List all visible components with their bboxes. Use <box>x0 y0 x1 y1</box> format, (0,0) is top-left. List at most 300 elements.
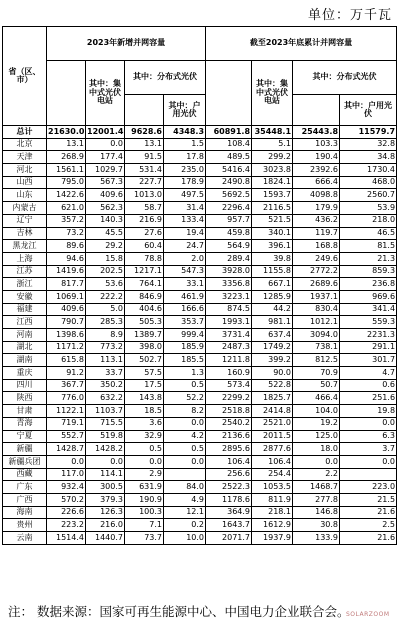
value-cell: 790.7 <box>47 316 86 329</box>
value-cell: 13.1 <box>125 138 164 151</box>
value-cell: 58.7 <box>125 202 164 215</box>
value-cell: 146.8 <box>293 506 340 519</box>
value-cell: 573.4 <box>206 379 252 392</box>
value-cell: 0.0 <box>340 417 397 430</box>
value-cell: 2522.3 <box>206 481 252 494</box>
table-row <box>3 532 397 545</box>
province-cell: 湖北 <box>3 341 47 354</box>
header-province: 省（区、市） <box>3 27 47 126</box>
value-cell: 9628.6 <box>125 126 164 139</box>
table-row <box>3 430 397 443</box>
value-cell: 357.2 <box>47 214 86 227</box>
value-cell: 1749.2 <box>252 341 293 354</box>
value-cell: 999.4 <box>164 329 206 342</box>
value-cell: 216.0 <box>86 519 125 532</box>
value-cell: 1103.7 <box>86 405 125 418</box>
table-row <box>3 151 397 164</box>
value-cell: 11579.7 <box>340 126 397 139</box>
value-cell: 773.2 <box>86 341 125 354</box>
table-row <box>3 252 397 265</box>
value-cell: 1178.6 <box>206 493 252 506</box>
value-cell: 350.2 <box>86 379 125 392</box>
table-row <box>3 265 397 278</box>
value-cell: 19.2 <box>293 417 340 430</box>
value-cell: 615.8 <box>47 354 86 367</box>
value-cell: 44.2 <box>252 303 293 316</box>
value-cell: 4348.3 <box>164 126 206 139</box>
value-cell: 738.1 <box>293 341 340 354</box>
value-cell: 106.4 <box>206 455 252 468</box>
value-cell: 2.5 <box>340 519 397 532</box>
value-cell: 1514.4 <box>47 532 86 545</box>
value-cell: 117.0 <box>47 468 86 481</box>
value-cell: 817.7 <box>47 278 86 291</box>
table-row <box>3 189 397 202</box>
province-cell: 黑龙江 <box>3 240 47 253</box>
value-cell: 2.9 <box>125 468 164 481</box>
value-cell: 340.1 <box>252 227 293 240</box>
value-cell: 981.1 <box>252 316 293 329</box>
unit-label: 单位：万千瓦 <box>308 8 393 23</box>
value-cell: 2518.8 <box>206 405 252 418</box>
value-cell: 4.7 <box>340 367 397 380</box>
value-cell: 17.8 <box>164 151 206 164</box>
value-cell: 2521.0 <box>252 417 293 430</box>
value-cell: 0.2 <box>164 519 206 532</box>
province-cell: 河北 <box>3 164 47 177</box>
value-cell: 3023.8 <box>252 164 293 177</box>
value-cell: 1612.9 <box>252 519 293 532</box>
value-cell: 436.2 <box>293 214 340 227</box>
value-cell: 46.5 <box>340 227 397 240</box>
value-cell: 522.8 <box>252 379 293 392</box>
table-row <box>3 303 397 316</box>
table-row <box>3 468 397 481</box>
value-cell: 2071.7 <box>206 532 252 545</box>
value-cell: 3.7 <box>340 443 397 456</box>
province-cell: 吉林 <box>3 227 47 240</box>
value-cell: 39.8 <box>252 252 293 265</box>
value-cell: 1468.7 <box>293 481 340 494</box>
value-cell: 285.3 <box>86 316 125 329</box>
value-cell: 1561.1 <box>47 164 86 177</box>
header-cum-distributed-blank <box>293 95 340 126</box>
value-cell: 218.1 <box>252 506 293 519</box>
value-cell: 667.1 <box>252 278 293 291</box>
value-cell: 53.6 <box>86 278 125 291</box>
table-row <box>3 417 397 430</box>
table-row <box>3 367 397 380</box>
header-new-household: 其中：户用光伏 <box>164 95 206 126</box>
value-cell: 0.5 <box>164 379 206 392</box>
value-cell: 32.9 <box>125 430 164 443</box>
value-cell: 830.4 <box>293 303 340 316</box>
value-cell: 559.3 <box>340 316 397 329</box>
value-cell: 30.8 <box>293 519 340 532</box>
value-cell: 859.3 <box>340 265 397 278</box>
value-cell: 108.4 <box>206 138 252 151</box>
value-cell: 32.8 <box>340 138 397 151</box>
table-row <box>3 316 397 329</box>
province-cell: 浙江 <box>3 278 47 291</box>
value-cell: 1069.1 <box>47 290 86 303</box>
watermark: SOLARZOOM <box>346 611 390 618</box>
value-cell: 4098.8 <box>293 189 340 202</box>
value-cell: 1825.7 <box>252 392 293 405</box>
value-cell: 621.0 <box>47 202 86 215</box>
value-cell: 190.4 <box>293 151 340 164</box>
value-cell: 367.7 <box>47 379 86 392</box>
value-cell: 631.9 <box>125 481 164 494</box>
value-cell: 235.0 <box>164 164 206 177</box>
header-new-central: 其中：集中式光伏电站 <box>86 61 125 126</box>
value-cell: 811.9 <box>252 493 293 506</box>
value-cell: 2136.6 <box>206 430 252 443</box>
value-cell: 21.6 <box>340 506 397 519</box>
value-cell: 21.6 <box>340 532 397 545</box>
header-row-2 <box>3 61 397 95</box>
header-new-total <box>47 61 86 126</box>
value-cell: 2877.6 <box>252 443 293 456</box>
table-row <box>3 202 397 215</box>
value-cell: 1217.1 <box>125 265 164 278</box>
value-cell: 0.0 <box>47 455 86 468</box>
value-cell: 140.3 <box>86 214 125 227</box>
header-cum-total <box>206 61 252 126</box>
value-cell: 50.7 <box>293 379 340 392</box>
header-cum-household: 其中：户用光伏 <box>340 95 397 126</box>
value-cell: 1211.8 <box>206 354 252 367</box>
header-cumulative-2023: 截至2023年底累计并网容量 <box>206 27 397 61</box>
value-cell: 0.5 <box>164 443 206 456</box>
value-cell: 73.2 <box>47 227 86 240</box>
value-cell: 1285.9 <box>252 290 293 303</box>
value-cell: 1012.1 <box>293 316 340 329</box>
value-cell: 13.1 <box>47 138 86 151</box>
value-cell: 301.7 <box>340 354 397 367</box>
table-row <box>3 506 397 519</box>
value-cell: 100.3 <box>125 506 164 519</box>
value-cell: 60891.8 <box>206 126 252 139</box>
value-cell <box>164 468 206 481</box>
value-cell: 2689.6 <box>293 278 340 291</box>
province-cell: 四川 <box>3 379 47 392</box>
value-cell: 468.0 <box>340 176 397 189</box>
value-cell: 2560.7 <box>340 189 397 202</box>
value-cell: 227.7 <box>125 176 164 189</box>
value-cell: 1398.6 <box>47 329 86 342</box>
value-cell: 812.5 <box>293 354 340 367</box>
value-cell: 178.9 <box>164 176 206 189</box>
value-cell: 300.5 <box>86 481 125 494</box>
pv-capacity-table <box>2 26 397 545</box>
header-new-distributed-blank <box>125 95 164 126</box>
value-cell: 33.7 <box>86 367 125 380</box>
value-cell: 103.3 <box>293 138 340 151</box>
value-cell: 2.2 <box>293 468 340 481</box>
value-cell: 795.0 <box>47 176 86 189</box>
value-cell: 17.5 <box>125 379 164 392</box>
value-cell: 12.1 <box>164 506 206 519</box>
province-cell: 新疆 <box>3 443 47 456</box>
value-cell: 185.5 <box>164 354 206 367</box>
table-row <box>3 405 397 418</box>
value-cell: 409.6 <box>47 303 86 316</box>
table-row <box>3 392 397 405</box>
value-cell: 33.1 <box>164 278 206 291</box>
value-cell: 190.9 <box>125 493 164 506</box>
value-cell: 119.7 <box>293 227 340 240</box>
value-cell: 409.6 <box>86 189 125 202</box>
value-cell: 489.5 <box>206 151 252 164</box>
value-cell <box>340 468 397 481</box>
value-cell: 15.8 <box>86 252 125 265</box>
value-cell: 0.0 <box>293 455 340 468</box>
value-cell: 567.3 <box>86 176 125 189</box>
value-cell: 719.1 <box>47 417 86 430</box>
value-cell: 45.5 <box>86 227 125 240</box>
value-cell: 3.6 <box>125 417 164 430</box>
value-cell: 2011.5 <box>252 430 293 443</box>
value-cell: 1422.6 <box>47 189 86 202</box>
value-cell: 0.0 <box>125 455 164 468</box>
value-cell: 398.0 <box>125 341 164 354</box>
value-cell: 8.9 <box>86 329 125 342</box>
value-cell: 299.2 <box>252 151 293 164</box>
province-cell: 甘肃 <box>3 405 47 418</box>
value-cell: 251.6 <box>340 392 397 405</box>
value-cell: 5.1 <box>252 138 293 151</box>
value-cell: 1824.1 <box>252 176 293 189</box>
value-cell: 4.9 <box>164 493 206 506</box>
value-cell: 81.5 <box>340 240 397 253</box>
province-cell: 海南 <box>3 506 47 519</box>
province-cell: 贵州 <box>3 519 47 532</box>
value-cell: 2392.6 <box>293 164 340 177</box>
value-cell: 570.2 <box>47 493 86 506</box>
value-cell: 846.9 <box>125 290 164 303</box>
value-cell: 53.9 <box>340 202 397 215</box>
value-cell: 1122.1 <box>47 405 86 418</box>
value-cell: 21.3 <box>340 252 397 265</box>
value-cell: 226.6 <box>47 506 86 519</box>
value-cell: 497.5 <box>164 189 206 202</box>
value-cell: 2540.2 <box>206 417 252 430</box>
value-cell: 2231.3 <box>340 329 397 342</box>
value-cell: 3731.4 <box>206 329 252 342</box>
value-cell: 94.6 <box>47 252 86 265</box>
value-cell: 291.1 <box>340 341 397 354</box>
value-cell: 5692.5 <box>206 189 252 202</box>
value-cell: 957.7 <box>206 214 252 227</box>
table-row <box>3 354 397 367</box>
province-cell: 湖南 <box>3 354 47 367</box>
province-cell: 宁夏 <box>3 430 47 443</box>
value-cell: 521.5 <box>252 214 293 227</box>
value-cell: 125.0 <box>293 430 340 443</box>
value-cell: 166.6 <box>164 303 206 316</box>
table-row <box>3 290 397 303</box>
value-cell: 715.5 <box>86 417 125 430</box>
value-cell: 932.4 <box>47 481 86 494</box>
province-cell: 河南 <box>3 329 47 342</box>
province-cell: 天津 <box>3 151 47 164</box>
table-row <box>3 493 397 506</box>
table-row <box>3 443 397 456</box>
value-cell: 5.0 <box>86 303 125 316</box>
province-cell: 西藏 <box>3 468 47 481</box>
value-cell: 179.9 <box>293 202 340 215</box>
province-cell: 福建 <box>3 303 47 316</box>
value-cell: 185.9 <box>164 341 206 354</box>
value-cell: 1428.2 <box>86 443 125 456</box>
value-cell: 34.8 <box>340 151 397 164</box>
value-cell: 1593.7 <box>252 189 293 202</box>
table-row <box>3 341 397 354</box>
value-cell: 1993.1 <box>206 316 252 329</box>
value-cell: 2414.8 <box>252 405 293 418</box>
value-cell: 2296.4 <box>206 202 252 215</box>
value-cell: 222.2 <box>86 290 125 303</box>
value-cell: 7.1 <box>125 519 164 532</box>
value-cell: 461.9 <box>164 290 206 303</box>
value-cell: 18.0 <box>293 443 340 456</box>
value-cell: 202.5 <box>86 265 125 278</box>
value-cell: 143.8 <box>125 392 164 405</box>
value-cell: 632.2 <box>86 392 125 405</box>
table-row <box>3 278 397 291</box>
value-cell: 133.9 <box>293 532 340 545</box>
value-cell: 459.8 <box>206 227 252 240</box>
value-cell: 254.4 <box>252 468 293 481</box>
value-cell: 1937.9 <box>252 532 293 545</box>
value-cell: 60.4 <box>125 240 164 253</box>
value-cell: 874.5 <box>206 303 252 316</box>
value-cell: 0.6 <box>340 379 397 392</box>
province-cell: 重庆 <box>3 367 47 380</box>
value-cell: 73.7 <box>125 532 164 545</box>
value-cell: 12001.4 <box>86 126 125 139</box>
value-cell: 1730.4 <box>340 164 397 177</box>
value-cell: 0.0 <box>340 455 397 468</box>
value-cell: 57.5 <box>125 367 164 380</box>
province-cell: 北京 <box>3 138 47 151</box>
value-cell: 564.9 <box>206 240 252 253</box>
value-cell: 1937.1 <box>293 290 340 303</box>
value-cell: 404.6 <box>125 303 164 316</box>
value-cell: 2487.3 <box>206 341 252 354</box>
header-cum-central: 其中：集中式光伏电站 <box>252 61 293 126</box>
value-cell: 31.4 <box>164 202 206 215</box>
province-cell: 上海 <box>3 252 47 265</box>
table-row <box>3 455 397 468</box>
value-cell: 168.8 <box>293 240 340 253</box>
table-body <box>3 126 397 545</box>
value-cell: 776.0 <box>47 392 86 405</box>
value-cell: 552.7 <box>47 430 86 443</box>
value-cell: 25443.8 <box>293 126 340 139</box>
value-cell: 1029.7 <box>86 164 125 177</box>
value-cell: 1171.2 <box>47 341 86 354</box>
province-cell: 新疆兵团 <box>3 455 47 468</box>
province-cell: 辽宁 <box>3 214 47 227</box>
value-cell: 113.1 <box>86 354 125 367</box>
value-cell: 218.0 <box>340 214 397 227</box>
province-cell: 云南 <box>3 532 47 545</box>
value-cell: 2299.2 <box>206 392 252 405</box>
source-note: 注： 数据来源：国家可再生能源中心、中国电力企业联合会。 <box>8 604 350 619</box>
value-cell: 502.7 <box>125 354 164 367</box>
province-cell: 江苏 <box>3 265 47 278</box>
value-cell: 70.9 <box>293 367 340 380</box>
value-cell: 216.9 <box>125 214 164 227</box>
value-cell: 505.3 <box>125 316 164 329</box>
table-row <box>3 379 397 392</box>
value-cell: 1440.7 <box>86 532 125 545</box>
value-cell: 466.4 <box>293 392 340 405</box>
value-cell: 0.5 <box>125 443 164 456</box>
value-cell: 256.6 <box>206 468 252 481</box>
value-cell: 114.1 <box>86 468 125 481</box>
value-cell: 106.4 <box>252 455 293 468</box>
value-cell: 519.8 <box>86 430 125 443</box>
value-cell: 21630.0 <box>47 126 86 139</box>
value-cell: 341.4 <box>340 303 397 316</box>
value-cell: 2116.5 <box>252 202 293 215</box>
value-cell: 19.4 <box>164 227 206 240</box>
table-row <box>3 214 397 227</box>
value-cell: 1013.0 <box>125 189 164 202</box>
province-cell: 内蒙古 <box>3 202 47 215</box>
value-cell: 21.5 <box>340 493 397 506</box>
value-cell: 399.2 <box>252 354 293 367</box>
value-cell: 19.8 <box>340 405 397 418</box>
value-cell: 1.5 <box>164 138 206 151</box>
table-row <box>3 176 397 189</box>
value-cell: 396.1 <box>252 240 293 253</box>
value-cell: 1.3 <box>164 367 206 380</box>
table-row <box>3 329 397 342</box>
province-cell: 陕西 <box>3 392 47 405</box>
value-cell: 223.2 <box>47 519 86 532</box>
value-cell: 268.9 <box>47 151 86 164</box>
value-cell: 3094.0 <box>293 329 340 342</box>
value-cell: 52.2 <box>164 392 206 405</box>
table-row <box>3 164 397 177</box>
value-cell: 91.2 <box>47 367 86 380</box>
table-row <box>3 481 397 494</box>
value-cell: 289.4 <box>206 252 252 265</box>
value-cell: 0.0 <box>86 138 125 151</box>
value-cell: 2.0 <box>164 252 206 265</box>
province-cell: 江西 <box>3 316 47 329</box>
value-cell: 18.5 <box>125 405 164 418</box>
value-cell: 0.0 <box>164 417 206 430</box>
value-cell: 637.4 <box>252 329 293 342</box>
value-cell: 8.2 <box>164 405 206 418</box>
province-cell: 山东 <box>3 189 47 202</box>
value-cell: 223.0 <box>340 481 397 494</box>
value-cell: 2772.2 <box>293 265 340 278</box>
table-row <box>3 227 397 240</box>
value-cell: 89.6 <box>47 240 86 253</box>
table-row <box>3 138 397 151</box>
value-cell: 90.0 <box>252 367 293 380</box>
value-cell: 547.3 <box>164 265 206 278</box>
value-cell: 1419.6 <box>47 265 86 278</box>
value-cell: 666.4 <box>293 176 340 189</box>
province-cell: 广东 <box>3 481 47 494</box>
